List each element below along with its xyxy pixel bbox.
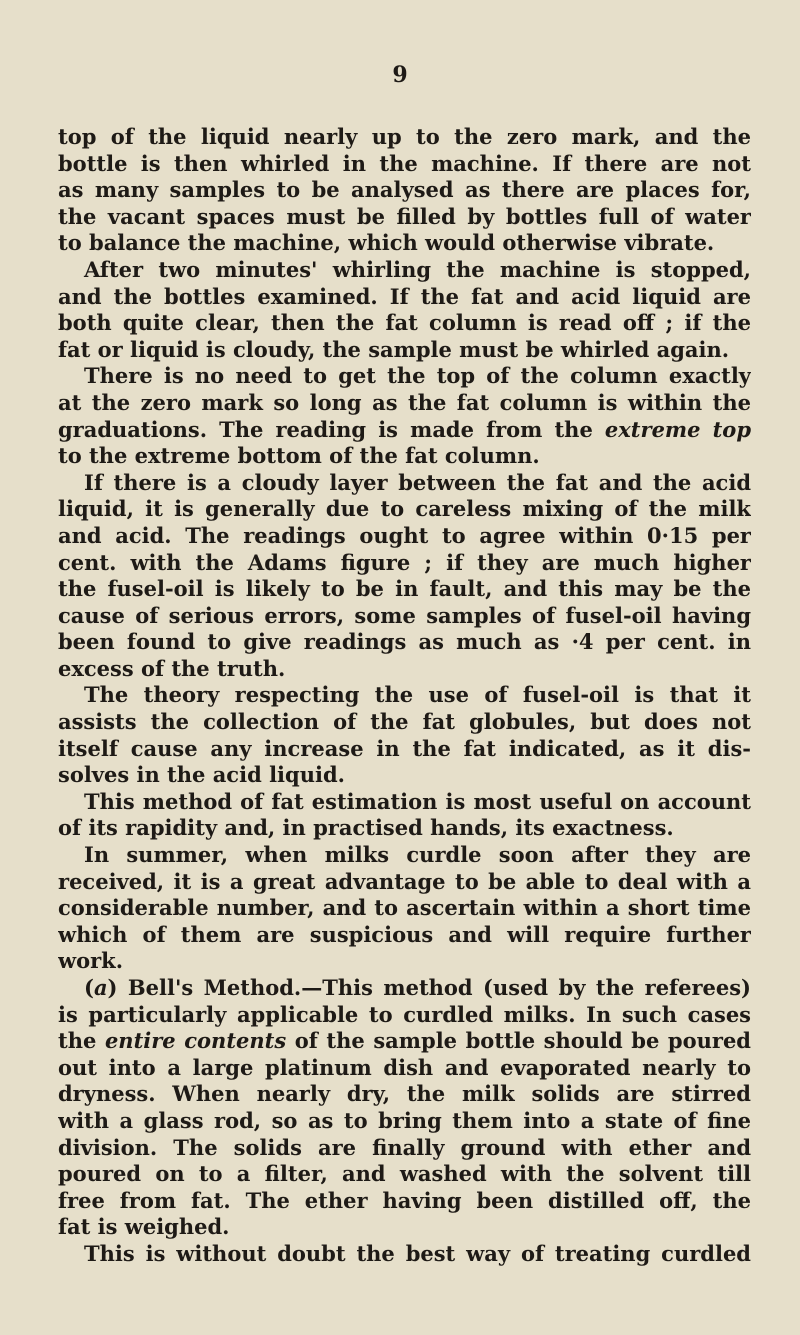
text-line-segment: The theory respecting the use of fusel-oil is that it [84, 682, 751, 708]
text-line-segment: and the bottles examined. If the fat and acid liquid are [58, 283, 751, 309]
text-line-segment: and acid. The readings ought to agree within 0·15 per [58, 522, 751, 548]
text-line-segment: fat is weighed. [58, 1214, 230, 1240]
text-line [58, 603, 751, 630]
text-line-segment: itself cause any increase in the fat indicated, as it dis- [58, 735, 751, 761]
italic-letter: a [93, 975, 108, 1000]
text-line [58, 789, 751, 816]
text-line [58, 576, 751, 603]
text-line [58, 975, 751, 1002]
text-line-segment: to balance the machine, which would otherwise vibrate. [58, 230, 715, 256]
body-text [58, 124, 751, 1268]
text-line-segment: dryness. When nearly dry, the milk solids are stirred [58, 1081, 751, 1107]
text-line [58, 1055, 751, 1082]
text-line-segment: poured on to a filter, and washed with the solvent till [58, 1161, 751, 1187]
text-line-segment: In summer, when milks curdle soon after they are [84, 842, 751, 868]
italic-phrase: entire contents [104, 1028, 287, 1054]
text-line [58, 523, 751, 550]
page-number: 9 [392, 62, 408, 88]
text-line-segment: cent. with the Adams figure ; if they are much higher [58, 549, 751, 575]
text-line [58, 1241, 751, 1268]
text-line [58, 1188, 751, 1215]
text-line [58, 1161, 751, 1188]
text-line [58, 682, 751, 709]
text-line-segment: the fusel-oil is likely to be in fault, and this may be the [58, 576, 751, 602]
text-line [58, 284, 751, 311]
text-line-segment: the vacant spaces must be filled by bottles full of water [58, 203, 751, 229]
text-line [58, 815, 751, 842]
text-line [58, 151, 751, 178]
text-line [58, 417, 751, 444]
text-line [58, 496, 751, 523]
text-line-segment: to the extreme bottom of the fat column. [58, 443, 540, 469]
text-line [58, 177, 751, 204]
text-line-segment: If there is a cloudy layer between the fat and the acid [84, 469, 751, 495]
text-line-segment: excess of the truth. [58, 655, 286, 681]
text-line [58, 869, 751, 896]
text-line-segment: as many samples to be analysed as there are places for, [58, 177, 751, 203]
text-line [58, 922, 751, 949]
text-line [58, 842, 751, 869]
text-line [58, 363, 751, 390]
text-line [58, 230, 751, 257]
text-line [58, 948, 751, 975]
text-line [58, 1214, 751, 1241]
text-line-segment: fat or liquid is cloudy, the sample must be whirled again. [58, 336, 730, 362]
text-line [58, 550, 751, 577]
text-line-segment: This method of fat estimation is most useful on account [84, 788, 751, 814]
text-line-segment: of its rapidity and, in practised hands, its exactness. [58, 815, 674, 841]
text-line-segment: been found to give readings as much as ·4 per cent. in [58, 629, 751, 655]
text-line [58, 337, 751, 364]
text-line [58, 709, 751, 736]
text-line-segment: ( [84, 975, 94, 1000]
text-line-segment: After two minutes' whirling the machine is stopped, [84, 256, 751, 282]
text-line [58, 1135, 751, 1162]
text-line-segment: bottle is then whirled in the machine. If there are not [58, 150, 751, 176]
text-line-segment: is particularly applicable to curdled milks. In such cases [58, 1001, 751, 1027]
text-line-segment: cause of serious errors, some samples of fusel-oil having [58, 602, 751, 628]
text-line-segment: free from fat. The ether having been distilled off, the [58, 1187, 751, 1213]
text-line [58, 257, 751, 284]
text-line [58, 629, 751, 656]
text-line [58, 736, 751, 763]
text-line-segment: graduations. The reading is made from the [58, 416, 605, 442]
text-line-segment: both quite clear, then the fat column is read off ; if the [58, 310, 751, 336]
text-line [58, 310, 751, 337]
text-line-segment: the [58, 1028, 105, 1054]
text-line-segment: There is no need to get the top of the column exactly [84, 363, 751, 389]
text-line-segment: out into a large platinum dish and evaporated nearly to [58, 1054, 751, 1080]
text-line-segment: with a glass rod, so as to bring them into a state of fine [58, 1107, 751, 1133]
text-line [58, 895, 751, 922]
text-line [58, 204, 751, 231]
text-line-segment: solves in the acid liquid. [58, 762, 345, 788]
text-line [58, 124, 751, 151]
italic-phrase: extreme top [604, 416, 751, 442]
text-line [58, 470, 751, 497]
text-line [58, 1108, 751, 1135]
text-line-segment: top of the liquid nearly up to the zero mark, and the [58, 124, 751, 149]
text-line-segment: at the zero mark so long as the fat column is within the [58, 389, 751, 415]
text-line-segment: assists the collection of the fat globules, but does not [58, 709, 751, 735]
text-line-segment: received, it is a great advantage to be able to deal with a [58, 868, 751, 894]
text-line-segment: ) Bell's Method.—This method (used by the referees) [107, 975, 751, 1000]
text-line [58, 1002, 751, 1029]
text-line [58, 762, 751, 789]
text-line-segment: work. [58, 948, 124, 974]
text-line-segment: division. The solids are finally ground with ether and [58, 1134, 751, 1160]
text-line [58, 1028, 751, 1055]
text-line [58, 1081, 751, 1108]
text-line [58, 443, 751, 470]
text-line [58, 390, 751, 417]
text-line-segment: of the sample bottle should be poured [286, 1028, 751, 1054]
text-line-segment: liquid, it is generally due to careless mixing of the milk [58, 496, 751, 522]
text-line-segment: considerable number, and to ascertain within a short time [58, 895, 751, 921]
text-line-segment: This is without doubt the best way of treating curdled [84, 1240, 751, 1266]
text-line [58, 656, 751, 683]
text-line-segment: which of them are suspicious and will require further [58, 921, 751, 947]
